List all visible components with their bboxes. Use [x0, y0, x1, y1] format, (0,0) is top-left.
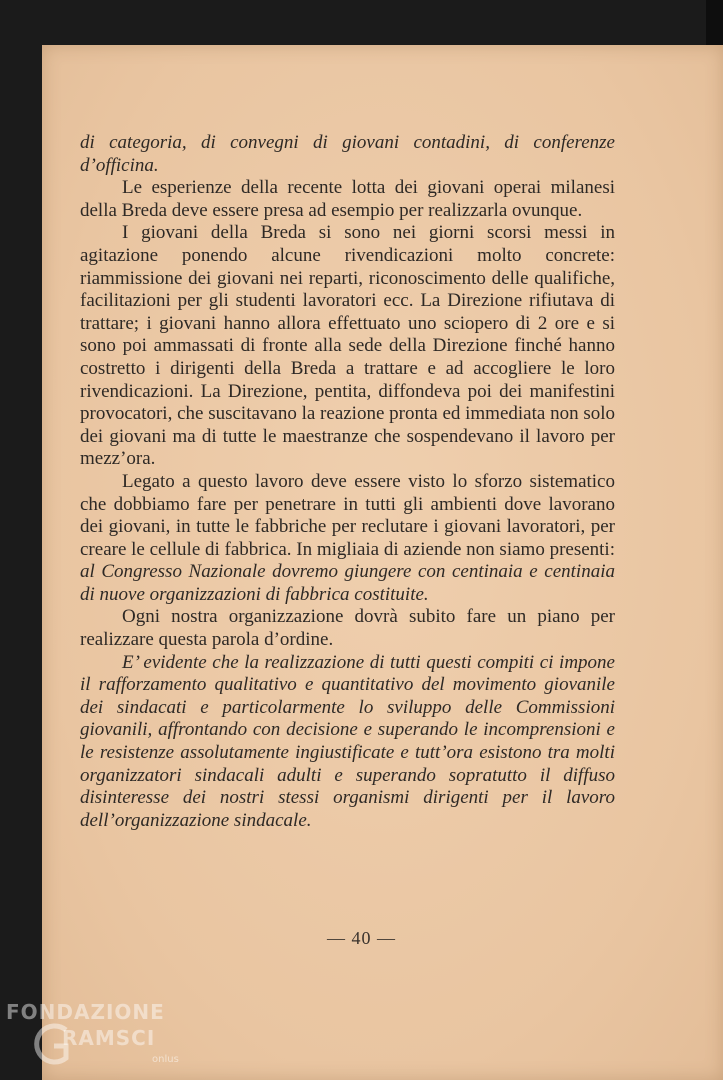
paragraph-4-roman: Legato a questo lavoro deve essere visto lo sforzo sistematico che dobbiamo fare per penetrare in tutti gli ambienti dove lavorano dei giovani, in tutte le fabbriche per reclutare i giovani lavoratori, per creare le cellule di fabbrica. In migliaia di aziende non siamo presenti:: [80, 470, 615, 560]
paragraph-3: I giovani della Breda si sono nei giorni scorsi messi in agitazione ponendo alcune rivendicazioni molto concrete: riammissione dei giovani nei reparti, riconoscimento delle qualifiche, facilitazioni per gli studenti lavoratori ecc. La Direzione rifiutava di trattare; i giovani hanno allora effettuato uno sciopero di 2 ore e si sono poi ammassati di fronte alla sede della Direzione finché hanno costretto i dirigenti della Breda a trattare e ad accogliere le loro rivendicazioni. La Direzione, pentita, diffondeva poi dei manifestini provocatori, che suscitavano la reazione pronta ed immediata non solo dei giovani ma di tutte le maestranze che sospendevano il lavoro per mezz’ora.: [80, 222, 615, 470]
paragraph-4-italic: al Congresso Nazionale dovremo giungere con centinaia e centinaia di nuove organizzazioni di fabbrica costituite.: [80, 561, 615, 605]
paragraph-1: di categoria, di convegni di giovani contadini, di conferenze d’officina.: [80, 132, 615, 176]
paragraph-6: E’ evidente che la realizzazione di tutti questi compiti ci impone il rafforzamento qualitativo e quantitativo del movimento giovanile dei sindacati e particolarmente lo sviluppo delle Commissioni giovanili, affrontando con decisione e superando le incomprensioni e le resistenze assolutamente ingiustificate e tutt’ora esistono tra molti organizzatori sindacali adulti e superando sopratutto il diffuso disinteresse dei nostri stessi organismi dirigenti per il lavoro dell’organizzazione sindacale.: [80, 651, 615, 831]
paragraph-2: Le esperienze della recente lotta dei giovani operai milanesi della Breda deve essere presa ad esempio per realizzarla ovunque.: [80, 177, 615, 221]
watermark-line1: FONDAZIONE: [6, 1000, 165, 1024]
watermark-line2: RAMSCI: [62, 1026, 156, 1050]
paragraph-4: [80, 471, 615, 607]
watermark-line3: onlus: [152, 1054, 179, 1065]
paragraph-5: Ogni nostra organizzazione dovrà subito fare un piano per realizzare questa parola d’ordine.: [80, 606, 615, 651]
page-number: — 40 —: [327, 928, 396, 948]
watermark-logo: [6, 1000, 186, 1072]
body-text: [80, 132, 615, 832]
